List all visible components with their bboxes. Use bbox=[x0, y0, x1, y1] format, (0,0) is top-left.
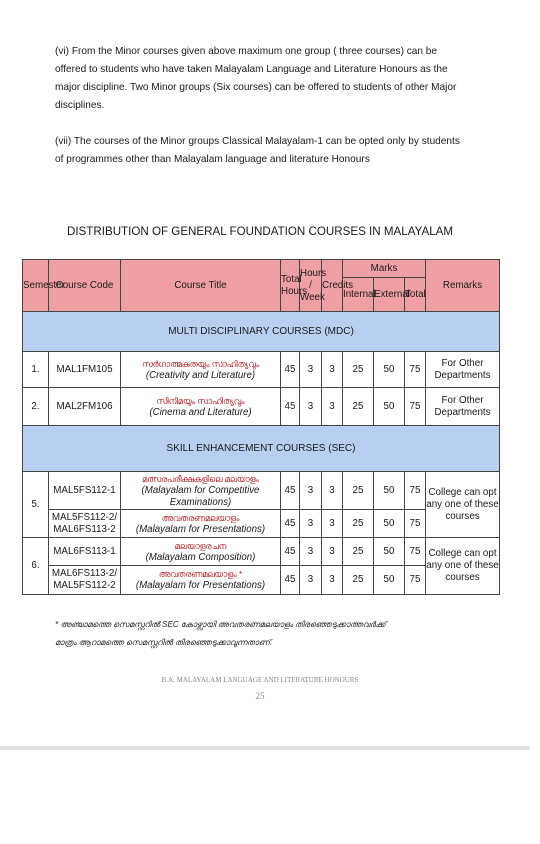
cell-hours-week: 3 bbox=[300, 352, 322, 388]
table-row bbox=[23, 352, 500, 388]
cell-total-hours: 45 bbox=[281, 352, 300, 388]
cell-total: 75 bbox=[405, 352, 426, 388]
page-number: 25 bbox=[255, 691, 265, 701]
cell-course-title bbox=[121, 472, 281, 510]
cell-total: 75 bbox=[405, 538, 426, 566]
blank-area bbox=[0, 752, 540, 844]
paragraph-vi: (vi) From the Minor courses given above maximum one group ( three courses) can be offered to students who have taken Malayalam Language and Literature Honours as the major discipline. Two Minor groups (Six courses) can be offered to students of other Major disciplines. bbox=[55, 46, 457, 111]
cell-semester: 6. bbox=[23, 538, 49, 595]
header-row-1 bbox=[23, 260, 500, 278]
cell-credits: 3 bbox=[322, 352, 343, 388]
header-semester: Semester bbox=[23, 260, 49, 312]
header-total: Total bbox=[405, 278, 426, 312]
cell-course-code: MAL1FM105 bbox=[49, 352, 121, 388]
table-row bbox=[23, 388, 500, 426]
header-marks: Marks bbox=[343, 260, 426, 278]
title-malayalam: സിനിമയും സാഹിത്യവും bbox=[156, 395, 245, 406]
title-malayalam: മലയാളരചന bbox=[174, 540, 227, 551]
cell-course-code: MAL5FS112-2/ MAL6FS113-2 bbox=[49, 510, 121, 538]
cell-course-code: MAL6FS113-1 bbox=[49, 538, 121, 566]
header-remarks: Remarks bbox=[426, 260, 500, 312]
cell-external: 50 bbox=[374, 538, 405, 566]
cell-credits: 3 bbox=[322, 566, 343, 595]
cell-hours-week: 3 bbox=[300, 388, 322, 426]
cell-external: 50 bbox=[374, 510, 405, 538]
header-external: External bbox=[374, 278, 405, 312]
cell-total: 75 bbox=[405, 388, 426, 426]
cell-course-title bbox=[121, 510, 281, 538]
cell-remarks: College can opt any one of these courses bbox=[426, 472, 500, 538]
footnote bbox=[55, 616, 475, 652]
cell-remarks: College can opt any one of these courses bbox=[426, 538, 500, 595]
title-english: (Malayalam Composition) bbox=[145, 551, 256, 563]
cell-course-code: MAL2FM106 bbox=[49, 388, 121, 426]
title-malayalam: അവതരണമലയാളം * bbox=[158, 569, 243, 579]
footnote-line-1: * അഞ്ചാമത്തെ സെമസ്റ്ററിൽ SEC കോഴ്സായി അവതരണമലയാളം തിരഞ്ഞെടുക്കാത്തവർക്ക് bbox=[55, 620, 386, 629]
header-total-hours: Total Hours bbox=[281, 260, 300, 312]
mdc-band-row bbox=[23, 312, 500, 352]
cell-semester: 1. bbox=[23, 352, 49, 388]
cell-total: 75 bbox=[405, 566, 426, 595]
cell-course-code: MAL5FS112-1 bbox=[49, 472, 121, 510]
title-malayalam: മത്സരപരീക്ഷകളിലെ മലയാളം bbox=[141, 473, 260, 484]
cell-course-code: MAL6FS113-2/ MAL5FS112-2 bbox=[49, 566, 121, 595]
cell-internal: 25 bbox=[343, 388, 374, 426]
cell-hours-week: 3 bbox=[300, 538, 322, 566]
cell-internal: 25 bbox=[343, 566, 374, 595]
cell-credits: 3 bbox=[322, 388, 343, 426]
cell-external: 50 bbox=[374, 388, 405, 426]
cell-internal: 25 bbox=[343, 472, 374, 510]
title-english: (Cinema and Literature) bbox=[149, 406, 252, 418]
cell-total: 75 bbox=[405, 472, 426, 510]
header-hours-week: Hours / Week bbox=[300, 260, 322, 312]
section-heading: DISTRIBUTION OF GENERAL FOUNDATION COURSES IN MALAYALAM bbox=[66, 225, 454, 238]
header-course-code: Course Code bbox=[49, 260, 121, 312]
cell-internal: 25 bbox=[343, 538, 374, 566]
title-english: (Malayalam for Presentations) bbox=[135, 523, 266, 535]
cell-semester: 5. bbox=[23, 472, 49, 538]
cell-total: 75 bbox=[405, 510, 426, 538]
mdc-band: MULTI DISCIPLINARY COURSES (MDC) bbox=[23, 312, 500, 352]
cell-external: 50 bbox=[374, 472, 405, 510]
cell-total-hours: 45 bbox=[281, 388, 300, 426]
sec-band-row bbox=[23, 426, 500, 472]
cell-total-hours: 45 bbox=[281, 538, 300, 566]
cell-course-title bbox=[121, 538, 281, 566]
header-internal: Internal bbox=[343, 278, 374, 312]
cell-course-title bbox=[121, 388, 281, 426]
cell-total-hours: 45 bbox=[281, 566, 300, 595]
cell-credits: 3 bbox=[322, 538, 343, 566]
foundation-courses-table bbox=[22, 259, 500, 595]
footnote-line-2: മാത്രം ആറാമത്തെ സെമസ്റ്ററിൽ തിരഞ്ഞെടുക്കാവുന്നതാണ്. bbox=[55, 638, 273, 647]
running-footer: B.A. MALAYALAM LANGUAGE AND LITERATURE HONOURS bbox=[161, 676, 359, 684]
table-row bbox=[23, 472, 500, 510]
page-divider bbox=[0, 746, 530, 750]
cell-total-hours: 45 bbox=[281, 510, 300, 538]
cell-course-title bbox=[121, 352, 281, 388]
header-credits: Credits bbox=[322, 260, 343, 312]
title-english: (Malayalam for Presentations) bbox=[135, 580, 266, 591]
title-english: (Malayalam for Competitive Examinations) bbox=[141, 484, 260, 508]
sec-band: SKILL ENHANCEMENT COURSES (SEC) bbox=[23, 426, 500, 472]
cell-internal: 25 bbox=[343, 510, 374, 538]
cell-total-hours: 45 bbox=[281, 472, 300, 510]
table-row bbox=[23, 538, 500, 566]
title-english: (Creativity and Literature) bbox=[145, 369, 256, 381]
cell-hours-week: 3 bbox=[300, 566, 322, 595]
cell-semester: 2. bbox=[23, 388, 49, 426]
cell-course-title bbox=[121, 566, 281, 595]
cell-credits: 3 bbox=[322, 472, 343, 510]
title-malayalam: അവതരണമലയാളം bbox=[161, 512, 240, 523]
title-malayalam: സർഗാത്മകതയും സാഹിത്യവും bbox=[141, 358, 260, 369]
cell-hours-week: 3 bbox=[300, 510, 322, 538]
cell-remarks: For Other Departments bbox=[426, 388, 500, 426]
cell-external: 50 bbox=[374, 566, 405, 595]
paragraph-vii: (vii) The courses of the Minor groups Classical Malayalam-1 can be opted only by students of programmes other than Malayalam language and literature Honours bbox=[55, 136, 460, 165]
header-course-title: Course Title bbox=[121, 260, 281, 312]
cell-internal: 25 bbox=[343, 352, 374, 388]
cell-credits: 3 bbox=[322, 510, 343, 538]
cell-remarks: For Other Departments bbox=[426, 352, 500, 388]
cell-external: 50 bbox=[374, 352, 405, 388]
cell-hours-week: 3 bbox=[300, 472, 322, 510]
